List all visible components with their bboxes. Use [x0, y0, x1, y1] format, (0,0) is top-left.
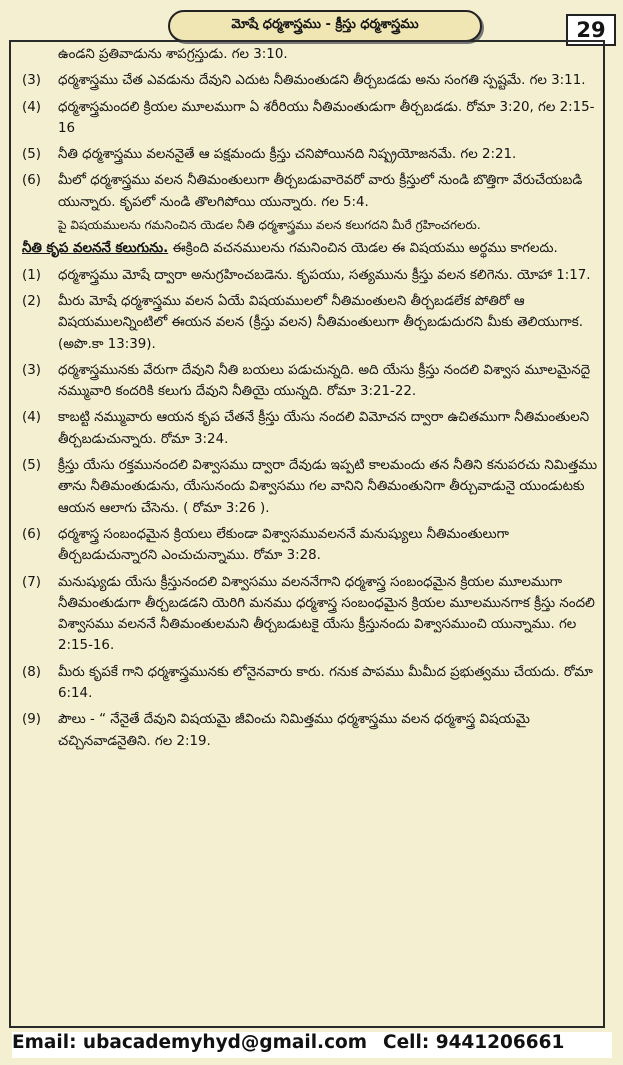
- page-number: 29: [566, 14, 616, 46]
- section-a-list: [22, 70, 602, 213]
- list-item: [22, 291, 602, 355]
- item-text: ధర్మశాస్త్రము మోషే ద్వారా అనుగ్రహించబడెను. కృపయు, సత్యమును క్రీస్తు వలన కలిగెను. యోహా 1:17.: [58, 267, 591, 283]
- item-text: ధర్మశాస్త్రము చేత ఎవడును దేవుని ఎదుట నీతిమంతుడని తీర్చబడడు అను సంగతి స్పష్టమే. గల 3:11.: [58, 73, 586, 89]
- list-item: [22, 524, 602, 567]
- list-item: [22, 170, 602, 213]
- item-number: (5): [22, 458, 41, 474]
- item-number: (3): [22, 362, 41, 378]
- item-text: కాబట్టి నమ్మువారు ఆయన కృప చేతనే క్రీస్తు యేసు నందలి విమోచన ద్వారా ఉచితముగా నీతిమంతులని తీర్చబడుచున్నారు. రోమా 3:24.: [58, 410, 590, 447]
- list-item: [22, 144, 602, 165]
- list-item: [22, 407, 602, 450]
- subheading-rest: ఈక్రింది వచనములను గమనించిన యెడల ఈ విషయము అర్థము కాగలదు.: [168, 241, 558, 257]
- item-text: మీరు మోషే ధర్మశాస్త్రము వలన ఏయే విషయములలో నీతిమంతులని తీర్చబడలేక పోతిరో ఆ విషయములన్నింటిలో ఈయన వలన (క్రీస్తు వలన) నీతిమంతులుగా తీర్చబడుదురని మీకు తెలియుగాక. (అపొ.కా 13:39).: [58, 293, 584, 352]
- item-text: పౌలు - “ నేనైతే దేవుని విషయమై జీవించు నిమిత్తము ధర్మశాస్త్రము వలన ధర్మశాస్త్ర విషయమై చచ్చినవాడనైతిని. గల 2:19.: [58, 712, 530, 749]
- document-body: [22, 44, 602, 752]
- list-item: [22, 360, 602, 403]
- list-item: [22, 265, 602, 286]
- item-text: ధర్మశాస్త్రమందలి క్రియల మూలముగా ఏ శరీరియు నీతిమంతుడుగా తీర్చబడడు. రోమా 3:20, గల 2:15-16: [58, 99, 595, 136]
- item-number: (2): [22, 293, 41, 309]
- item-text: మనుష్యుడు యేసు క్రీస్తునందలి విశ్వాసము వలననేగాని ధర్మశాస్త్ర సంబంధమైన క్రియల మూలముగా నీతిమంతుడుగా తీర్చబడడని యెరిగి మనము ధర్మశాస్త్ర సంబంధమైన క్రియల మూలమునగాక క్రీస్తు నందలి విశ్వాసము వలననే నీతిమంతులమని తీర్చబడుటకై యేసు క్రీస్తునందు విశ్వాసముంచి యున్నాము. గల 2:15-16.: [58, 574, 595, 654]
- item-text: ధర్మశాస్త్ర సంబంధమైన క్రియలు లేకుండా విశ్వాసమువలననే మనుష్యులు నీతిమంతులుగా తీర్చబడుచున్నారని ఎంచుచున్నాము. రోమా 3:28.: [58, 526, 509, 564]
- item-number: (7): [22, 574, 41, 590]
- item-text: మీరు కృపకే గాని ధర్మశాస్త్రమునకు లోనైనవారు కారు. గనుక పాపము మీమీద ప్రభుత్వము చేయదు. రోమా 6:14.: [58, 664, 593, 702]
- item-number: (1): [22, 267, 41, 283]
- subheading-underlined: నీతి కృప వలననే కలుగును.: [22, 241, 169, 257]
- item-text: క్రీస్తు యేసు రక్తమునందలి విశ్వాసము ద్వారా దేవుడు ఇప్పటి కాలమందు తన నీతిని కనుపరచు నిమిత్తము తాను నీతిమంతుడును, యేసునందు విశ్వాసము గల వానిని నీతిమంతునిగా తీర్చువాడునై యుండుటకు ఆయన ఆలాగు చేసెను. ( రోమా 3:26 ).: [58, 458, 598, 516]
- item-number: (3): [22, 73, 41, 89]
- item-number: (8): [22, 664, 41, 680]
- footer-email: Email: ubacademyhyd@gmail.com: [12, 1032, 368, 1053]
- section-b-list: [22, 265, 602, 752]
- intro-line: ఉండని ప్రతివాడును శాపగ్రస్తుడు. గల 3:10.: [58, 47, 288, 62]
- list-item: [22, 97, 602, 140]
- summary-note: పై విషయములను గమనించిన యెడల నీతి ధర్మశాస్త్రము వలన కలుగదని మీరే గ్రహించగలరు.: [58, 218, 481, 233]
- list-item: [22, 455, 602, 519]
- item-number: (6): [22, 173, 41, 189]
- list-item: [22, 70, 602, 91]
- page-title: మోషే ధర్మశాస్త్రము - క్రీస్తు ధర్మశాస్త్రము: [168, 10, 482, 42]
- item-number: (5): [22, 147, 41, 163]
- list-item: [22, 572, 602, 657]
- list-item: [22, 709, 602, 752]
- list-item: [22, 662, 602, 705]
- footer-cell: Cell: 9441206661: [383, 1032, 565, 1053]
- subheading: [22, 238, 602, 259]
- item-number: (6): [22, 526, 41, 542]
- item-text: నీతి ధర్మశాస్త్రము వలననైతే ఆ పక్షమందు క్రీస్తు చనిపోయినది నిష్ప్రయోజనమే. గల 2:21.: [58, 147, 517, 163]
- item-text: మీలో ధర్మశాస్త్రము వలన నీతిమంతులుగా తీర్చబడువారెవరో వారు క్రీస్తులో నుండి బొత్తిగా వేరుచేయబడి యున్నారు. కృపలో నుండి తొలగిపోయి యున్నారు. గల 5:4.: [58, 173, 583, 210]
- contact-footer: [12, 1032, 612, 1058]
- item-number: (4): [22, 410, 41, 426]
- item-number: (4): [22, 99, 41, 115]
- item-text: ధర్మశాస్త్రమునకు వేరుగా దేవుని నీతి బయలు పడుచున్నది. అది యేసు క్రీస్తు నందలి విశ్వాస మూలమైనదై నమ్మువారి కందరికి కలుగు దేవుని నీతియై యున్నది. రోమా 3:21-22.: [58, 362, 591, 400]
- item-number: (9): [22, 712, 41, 728]
